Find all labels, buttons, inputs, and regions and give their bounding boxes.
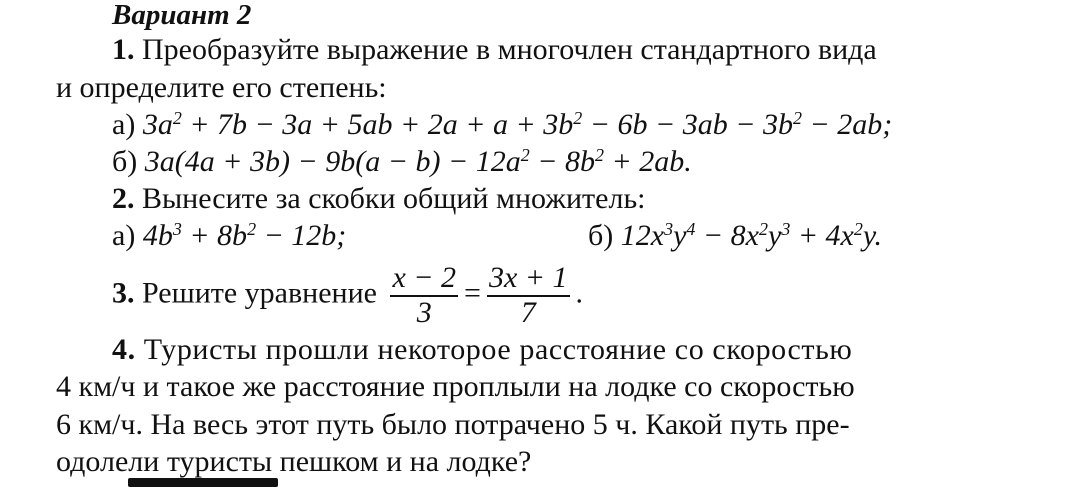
fraction-left — [390, 263, 458, 328]
variant-heading: Вариант 2 — [112, 0, 252, 31]
task3-number: 3. — [112, 276, 135, 310]
task1-b-expression: $3a(4a + 3b) - 9b(a - b) - 12a^2 - 8b^2 + 2ab$. — [144, 145, 692, 178]
task2-number: 2. — [112, 182, 135, 215]
task4-text-line2: 4 км/ч и такое же расстояние проплыли на лодке со скоростью — [56, 370, 855, 403]
fraction-left-numerator: x − 2 — [390, 263, 458, 297]
task3-text: Решите уравнение — [134, 276, 377, 310]
task2-text: Вынесите за скобки общий множитель: — [134, 182, 646, 215]
task1-part-b — [112, 145, 692, 179]
fraction-right-numerator: 3x + 1 — [487, 263, 570, 297]
task2-b-expression: $12x^3y^4 - 8x^2y^3 + 4x^2y$. — [620, 219, 883, 252]
task3-line — [112, 261, 584, 329]
task1-number: 1. — [112, 33, 135, 66]
fraction-right — [487, 263, 570, 328]
task1-a-expression: $3a^2 + 7b - 3a + 5ab + 2a + a + 3b^2 - 6b - 3ab - 3b^2 - 2ab$; — [142, 108, 893, 141]
task4-text-line4: одолели туристы пешком и на лодке? — [56, 445, 532, 478]
equals-sign: = — [464, 276, 481, 310]
task1-text-line2: и определите его степень: — [56, 71, 387, 104]
task2-a-expression: $4b^3 + 8b^2 - 12b$; — [142, 219, 347, 252]
task1-line1 — [112, 33, 877, 67]
task4-text-line3: 6 км/ч. На весь этот путь было потрачено 5 ч. Какой путь пре- — [56, 408, 850, 441]
task2-a-label: а) — [112, 219, 136, 252]
fraction-right-denominator: 7 — [520, 296, 536, 329]
task4-text-line1: Туристы прошли некоторое расстояние со скоростью — [135, 333, 853, 366]
task4-line1 — [112, 333, 852, 367]
task2-part-a — [112, 219, 346, 253]
cropped-next-heading — [128, 478, 278, 487]
task4-number: 4. — [112, 333, 136, 366]
task2-part-b — [588, 219, 882, 253]
task1-a-label: а) — [112, 108, 136, 141]
task2-line — [112, 182, 645, 216]
task1-text-line1: Преобразуйте выражение в многочлен стандартного вида — [134, 33, 877, 66]
task2-b-label: б) — [588, 219, 614, 252]
task1-b-label: б) — [112, 145, 138, 178]
fraction-left-denominator: 3 — [416, 296, 432, 329]
task1-part-a — [112, 108, 892, 142]
period: . — [575, 276, 584, 310]
